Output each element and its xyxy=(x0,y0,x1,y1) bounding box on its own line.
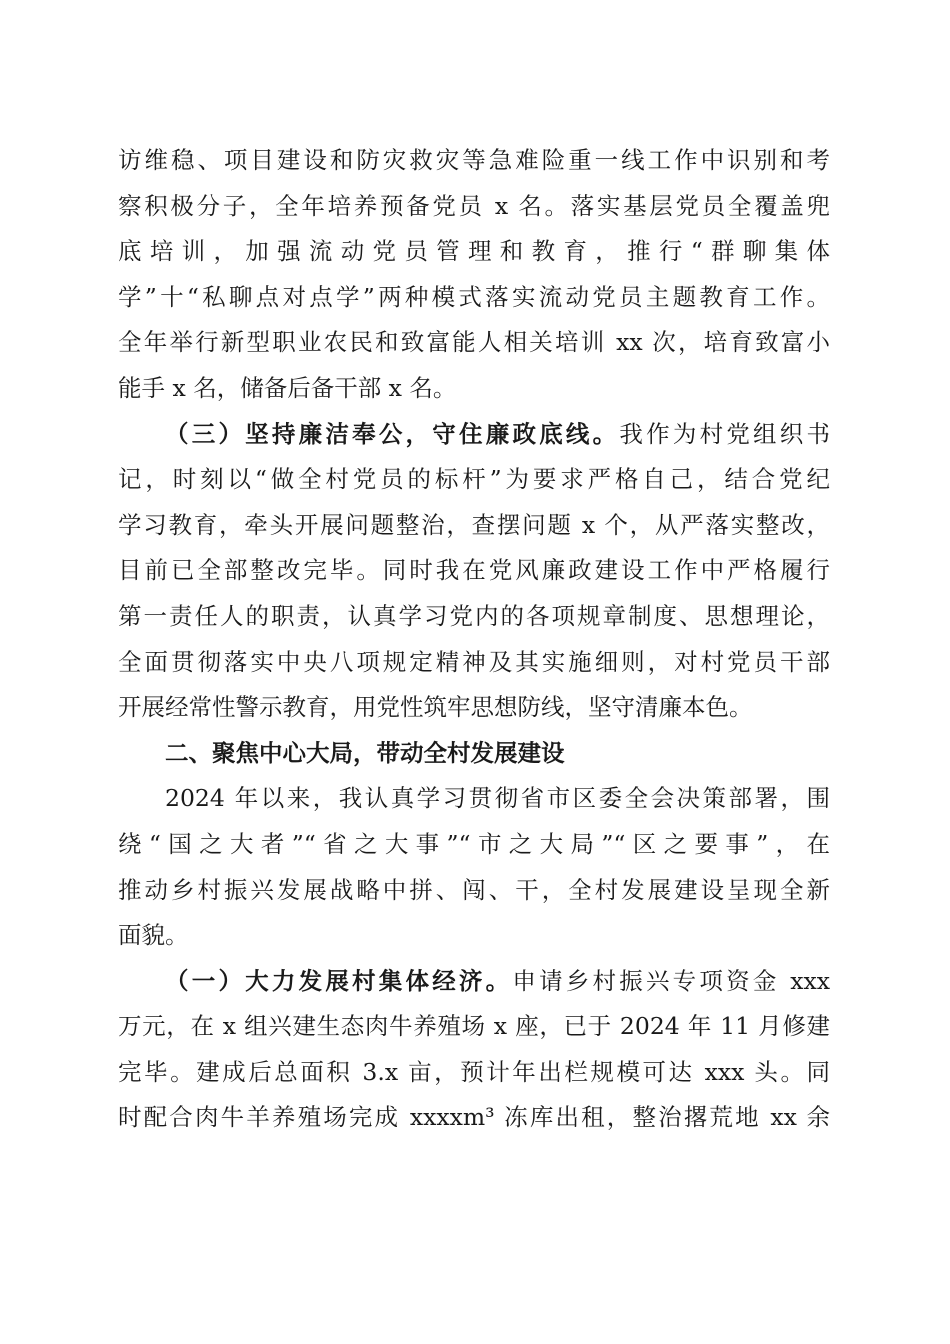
paragraph-line: 第一责任人的职责，认真学习党内的各项规章制度、思想理论， xyxy=(118,601,830,630)
paragraph-line xyxy=(118,412,830,458)
paragraph-line: 学”十“私聊点对点学”两种模式落实流动党员主题教育工作。 xyxy=(118,282,830,311)
subsection-heading: （三）坚持廉洁奉公，守住廉政底线。 xyxy=(165,419,620,448)
subsection-heading: （一）大力发展村集体经济。 xyxy=(165,966,513,995)
paragraph-line xyxy=(118,959,830,1005)
document-page xyxy=(118,138,830,1141)
paragraph-line: 开展经常性警示教育，用党性筑牢思想防线，坚守清廉本色。 xyxy=(118,693,753,722)
paragraph-line: 察积极分子，全年培养预备党员 x 名。落实基层党员全覆盖兜 xyxy=(118,191,830,220)
paragraph-line: 目前已全部整改完毕。同时我在党风廉政建设工作中严格履行 xyxy=(118,556,830,585)
paragraph-line: 面貌。 xyxy=(118,921,189,950)
paragraph-line: 底培训，加强流动党员管理和教育，推行“群聊集体 xyxy=(118,237,830,266)
paragraph-line: 记，时刻以“做全村党员的标杆”为要求严格自己，结合党纪 xyxy=(118,465,830,494)
paragraph-text: 申请乡村振兴专项资金 xxx xyxy=(512,966,830,995)
paragraph-line: 全面贯彻落实中央八项规定精神及其实施细则，对村党员干部 xyxy=(118,647,830,676)
paragraph-line: 2024 年以来，我认真学习贯彻省市区委全会决策部署，围 xyxy=(165,784,830,813)
paragraph-line: 绕“国之大者”“省之大事”“市之大局”“区之要事”，在 xyxy=(118,829,830,858)
paragraph-line: 访维稳、项目建设和防灾救灾等急难险重一线工作中识别和考 xyxy=(118,146,830,174)
paragraph-line: 能手 x 名，储备后备干部 x 名。 xyxy=(118,373,457,402)
paragraph-line: 推动乡村振兴发展战略中拼、闯、干，全村发展建设呈现全新 xyxy=(118,875,830,904)
paragraph-line: 万元，在 x 组兴建生态肉牛养殖场 x 座，已于 2024 年 11 月修建 xyxy=(118,1012,830,1041)
paragraph-line: 全年举行新型职业农民和致富能人相关培训 xx 次，培育致富小 xyxy=(118,328,830,357)
paragraph-line: 完毕。建成后总面积 3.x 亩，预计年出栏规模可达 xxx 头。同 xyxy=(118,1057,830,1086)
paragraph-text: 我作为村党组织书 xyxy=(619,419,830,448)
paragraph-line: 时配合肉牛羊养殖场完成 xxxxm³ 冻库出租，整治撂荒地 xx 余 xyxy=(118,1103,830,1132)
paragraph-line: 学习教育，牵头开展问题整治，查摆问题 x 个，从严落实整改， xyxy=(118,510,830,539)
section-title: 二、聚焦中心大局，带动全村发展建设 xyxy=(165,738,565,767)
